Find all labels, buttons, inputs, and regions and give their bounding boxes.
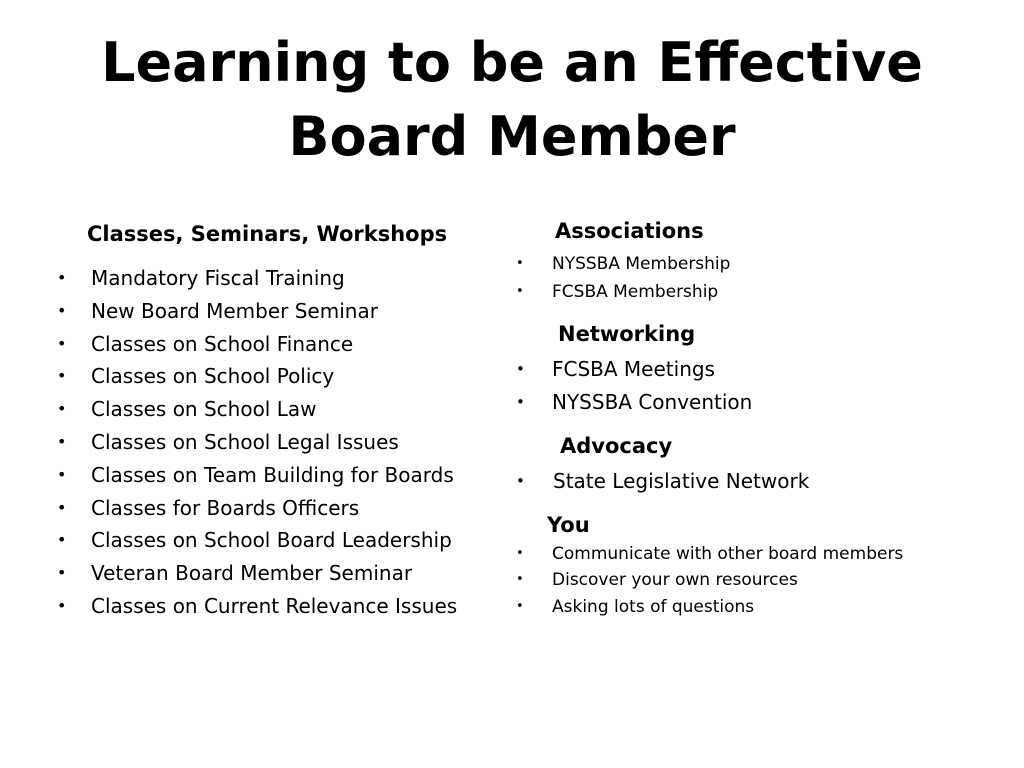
list-item-text: Classes on Current Relevance Issues <box>91 593 458 618</box>
bullet-icon: • <box>57 595 67 615</box>
you-list <box>516 541 1006 620</box>
list-item-text: Discover your own resources <box>552 570 798 591</box>
slide-title-line-1: Learning to be an Effective <box>101 31 923 94</box>
bullet-icon: • <box>516 598 524 614</box>
list-item <box>57 494 497 527</box>
list-item <box>516 541 1006 567</box>
bullet-icon: • <box>516 472 525 490</box>
slide-title-line-2: Board Member <box>288 105 736 168</box>
bullet-icon: • <box>57 497 67 517</box>
list-item <box>57 592 497 625</box>
list-item <box>57 559 497 592</box>
list-item <box>57 526 497 559</box>
bullet-icon: • <box>57 268 67 287</box>
list-item-text: Classes on School Finance <box>91 331 354 356</box>
bullet-icon: • <box>57 464 67 484</box>
list-item-text: Classes on School Board Leadership <box>91 528 452 553</box>
bullet-icon: • <box>516 572 524 588</box>
bullet-icon: • <box>516 360 525 378</box>
bullet-icon: • <box>57 563 67 583</box>
you-heading: You <box>547 513 590 537</box>
list-item <box>516 355 996 388</box>
slide-title <box>0 26 1024 174</box>
bullet-icon: • <box>57 366 67 386</box>
list-item <box>57 330 497 363</box>
list-item <box>516 388 996 421</box>
classes-heading: Classes, Seminars, Workshops <box>87 222 448 246</box>
bullet-icon: • <box>57 530 67 550</box>
list-item-text: Classes on School Policy <box>91 364 335 389</box>
list-item <box>57 297 497 330</box>
associations-heading: Associations <box>555 219 704 243</box>
list-item-text: Classes on School Legal Issues <box>91 429 399 454</box>
advocacy-heading: Advocacy <box>560 434 673 458</box>
list-item-text: State Legislative Network <box>553 469 810 493</box>
list-item-text: NYSSBA Membership <box>552 254 731 274</box>
list-item-text: Communicate with other board members <box>552 544 904 564</box>
bullet-icon: • <box>57 333 67 353</box>
list-item <box>516 467 996 500</box>
list-item <box>516 567 1006 593</box>
list-item-text: New Board Member Seminar <box>91 298 378 323</box>
associations-list <box>516 251 996 307</box>
bullet-icon: • <box>516 546 524 561</box>
list-item-text: FCSBA Meetings <box>552 357 715 381</box>
bullet-icon: • <box>57 431 67 451</box>
list-item-text: Veteran Board Member Seminar <box>91 561 413 586</box>
list-item-text: Asking lots of questions <box>552 596 755 617</box>
bullet-icon: • <box>516 392 525 411</box>
networking-list <box>516 355 996 421</box>
bullet-icon: • <box>57 300 67 320</box>
list-item <box>57 461 497 494</box>
list-item-text: NYSSBA Convention <box>552 389 753 414</box>
list-item <box>57 362 497 395</box>
list-item-text: FCSBA Membership <box>552 282 719 302</box>
list-item-text: Classes on Team Building for Boards <box>91 462 454 487</box>
bullet-icon: • <box>57 399 67 419</box>
list-item-text: Classes for Boards Officers <box>91 495 360 520</box>
networking-heading: Networking <box>558 322 696 346</box>
list-item-text: Classes on School Law <box>91 397 317 422</box>
list-item <box>57 395 497 428</box>
list-item-text: Mandatory Fiscal Training <box>91 266 345 290</box>
list-item <box>57 428 497 461</box>
list-item <box>516 594 1006 620</box>
advocacy-list <box>516 467 996 500</box>
list-item <box>516 279 996 307</box>
list-item <box>516 251 996 279</box>
bullet-icon: • <box>516 256 524 271</box>
bullet-icon: • <box>516 284 524 299</box>
classes-list <box>57 264 497 625</box>
list-item <box>57 264 497 297</box>
